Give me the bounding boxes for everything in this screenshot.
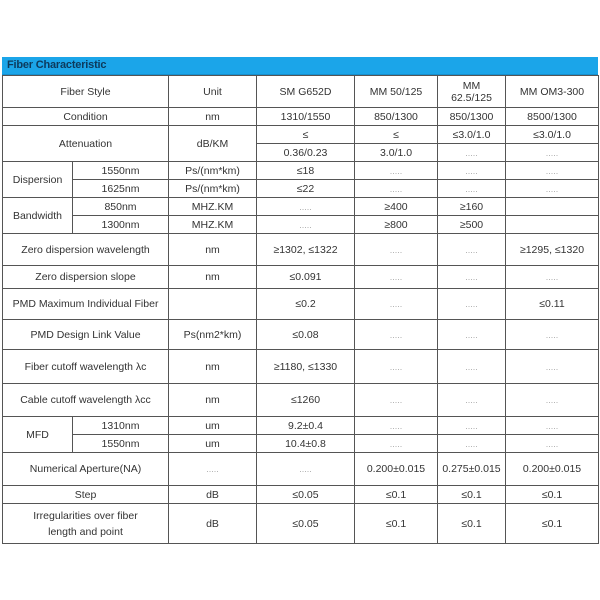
cell: .....	[438, 162, 506, 180]
row-unit: nm	[169, 108, 257, 126]
row-label: Irregularities over fiber length and point	[3, 504, 169, 544]
row-unit: nm	[169, 350, 257, 384]
cell: .....	[355, 384, 438, 417]
row-unit: nm	[169, 266, 257, 289]
cell: .....	[506, 384, 599, 417]
table-row	[3, 384, 599, 417]
row-label: Fiber cutoff wavelength λc	[3, 350, 169, 384]
cell: 3.0/1.0	[355, 144, 438, 162]
table-title-bar	[2, 57, 598, 75]
cell: .....	[355, 350, 438, 384]
header-col-mm-50-125: MM 50/125	[355, 76, 438, 108]
cell: ≤0.11	[506, 289, 599, 320]
cell: .....	[438, 266, 506, 289]
cell: ≤0.1	[355, 486, 438, 504]
row-label: Dispersion	[3, 162, 73, 198]
cell: .....	[438, 289, 506, 320]
row-label: Step	[3, 486, 169, 504]
cell: .....	[257, 453, 355, 486]
cell: .....	[506, 180, 599, 198]
cell: ≤	[257, 126, 355, 144]
cell: ≤0.05	[257, 504, 355, 544]
table-row	[3, 198, 599, 216]
row-label: PMD Design Link Value	[3, 320, 169, 350]
cell	[506, 198, 599, 216]
cell: .....	[506, 162, 599, 180]
cell: ≥500	[438, 216, 506, 234]
row-unit: nm	[169, 384, 257, 417]
table-row	[3, 234, 599, 266]
row-unit: dB	[169, 486, 257, 504]
sub-label: 1625nm	[73, 180, 169, 198]
cell: ≤0.08	[257, 320, 355, 350]
cell: ≤0.2	[257, 289, 355, 320]
cell: .....	[355, 417, 438, 435]
cell: .....	[438, 234, 506, 266]
header-fiber-style: Fiber Style	[3, 76, 169, 108]
cell: ≤0.1	[506, 486, 599, 504]
row-unit: um	[169, 435, 257, 453]
table-row	[3, 108, 599, 126]
table-row	[3, 350, 599, 384]
table-row	[3, 216, 599, 234]
row-label: Cable cutoff wavelength λcc	[3, 384, 169, 417]
table-title: Fiber Characteristic	[7, 59, 107, 71]
cell: ≤0.1	[506, 504, 599, 544]
cell: 8500/1300	[506, 108, 599, 126]
cell: .....	[506, 320, 599, 350]
cell: .....	[438, 180, 506, 198]
cell: .....	[355, 162, 438, 180]
header-row	[3, 76, 599, 108]
cell: 850/1300	[355, 108, 438, 126]
cell: ≤0.1	[355, 504, 438, 544]
cell: .....	[438, 417, 506, 435]
row-label: Bandwidth	[3, 198, 73, 234]
cell: ≥400	[355, 198, 438, 216]
cell: ≥160	[438, 198, 506, 216]
table-row	[3, 266, 599, 289]
cell: ≤0.1	[438, 486, 506, 504]
table-row	[3, 453, 599, 486]
cell: .....	[355, 266, 438, 289]
cell: .....	[355, 234, 438, 266]
cell: .....	[438, 144, 506, 162]
row-label: Attenuation	[3, 126, 169, 162]
cell: .....	[438, 435, 506, 453]
cell: 0.200±0.015	[355, 453, 438, 486]
cell: .....	[355, 180, 438, 198]
cell: 0.275±0.015	[438, 453, 506, 486]
cell: ≤	[355, 126, 438, 144]
cell: .....	[438, 350, 506, 384]
row-label: PMD Maximum Individual Fiber	[3, 289, 169, 320]
cell: .....	[257, 216, 355, 234]
row-unit: Ps/(nm*km)	[169, 162, 257, 180]
cell: ≥1295, ≤1320	[506, 234, 599, 266]
row-label: Condition	[3, 108, 169, 126]
cell	[506, 216, 599, 234]
cell: .....	[506, 417, 599, 435]
cell: ≥1302, ≤1322	[257, 234, 355, 266]
cell: 1310/1550	[257, 108, 355, 126]
cell: 850/1300	[438, 108, 506, 126]
cell: ≤3.0/1.0	[506, 126, 599, 144]
row-label: Zero dispersion slope	[3, 266, 169, 289]
cell: .....	[257, 198, 355, 216]
cell: ≤0.05	[257, 486, 355, 504]
sub-label: 1550nm	[73, 435, 169, 453]
cell: .....	[506, 266, 599, 289]
sub-label: 1300nm	[73, 216, 169, 234]
row-label: MFD	[3, 417, 73, 453]
row-unit: .....	[169, 453, 257, 486]
header-col-mm-om3-300: MM OM3-300	[506, 76, 599, 108]
table-row	[3, 289, 599, 320]
table-row	[3, 417, 599, 435]
fiber-characteristic-table	[2, 75, 599, 544]
row-label: Zero dispersion wavelength	[3, 234, 169, 266]
row-unit: dB	[169, 504, 257, 544]
table-row	[3, 162, 599, 180]
table-row	[3, 486, 599, 504]
table-row	[3, 126, 599, 144]
cell: .....	[438, 384, 506, 417]
sub-label: 1310nm	[73, 417, 169, 435]
header-col-mm-62-5-125: MM 62.5/125	[438, 76, 506, 108]
row-unit: MHZ.KM	[169, 198, 257, 216]
row-unit: um	[169, 417, 257, 435]
cell: 0.36/0.23	[257, 144, 355, 162]
cell: .....	[355, 320, 438, 350]
sub-label: 1550nm	[73, 162, 169, 180]
table-row	[3, 435, 599, 453]
header-unit: Unit	[169, 76, 257, 108]
cell: ≤18	[257, 162, 355, 180]
header-col-sm-g652d: SM G652D	[257, 76, 355, 108]
cell: ≤3.0/1.0	[438, 126, 506, 144]
cell: .....	[355, 435, 438, 453]
cell: ≤1260	[257, 384, 355, 417]
cell: .....	[506, 435, 599, 453]
table-row	[3, 320, 599, 350]
cell: ≤0.1	[438, 504, 506, 544]
cell: ≤0.091	[257, 266, 355, 289]
row-unit: Ps(nm2*km)	[169, 320, 257, 350]
cell: 10.4±0.8	[257, 435, 355, 453]
cell: 0.200±0.015	[506, 453, 599, 486]
row-unit	[169, 289, 257, 320]
cell: .....	[506, 144, 599, 162]
cell: .....	[506, 350, 599, 384]
row-label: Numerical Aperture(NA)	[3, 453, 169, 486]
row-unit: nm	[169, 234, 257, 266]
cell: .....	[438, 320, 506, 350]
row-unit: dB/KM	[169, 126, 257, 162]
cell: ≥800	[355, 216, 438, 234]
row-unit: MHZ.KM	[169, 216, 257, 234]
cell: .....	[355, 289, 438, 320]
cell: ≥1180, ≤1330	[257, 350, 355, 384]
table-row	[3, 180, 599, 198]
row-unit: Ps/(nm*km)	[169, 180, 257, 198]
table-row	[3, 504, 599, 544]
sub-label: 850nm	[73, 198, 169, 216]
cell: 9.2±0.4	[257, 417, 355, 435]
cell: ≤22	[257, 180, 355, 198]
